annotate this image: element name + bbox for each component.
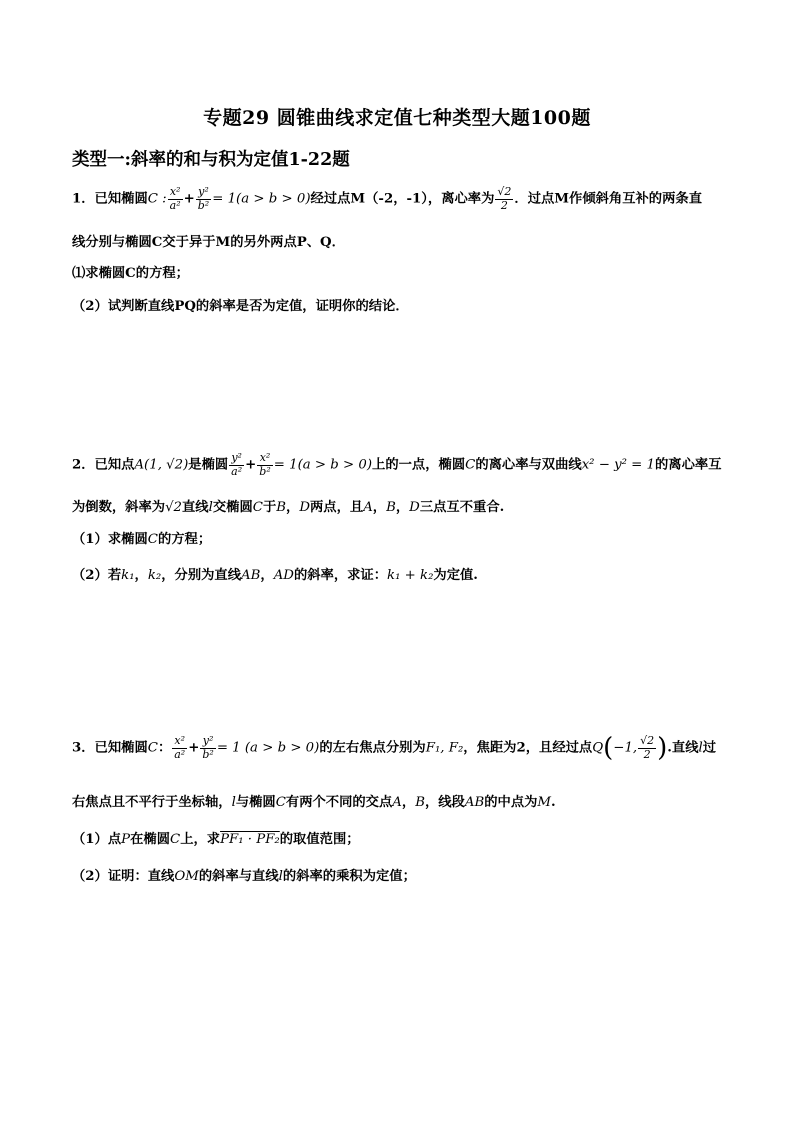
q2-tail: 的离心率互: [655, 457, 722, 473]
q1-frac-x: $\frac{\text{x²}}{\text{a²}}$: [169, 185, 181, 212]
q2-eq-rhs: = 1(a > b > 0): [273, 457, 373, 473]
q1-lead: 1．已知椭圆: [72, 191, 148, 207]
q2-line-2: 为倒数，斜率为√2直线l交椭圆C于B，D两点，且A，B，D三点互不重合.: [72, 500, 505, 515]
q1-line-2: 线分别与椭圆C交于异于M的另外两点P、Q．: [72, 235, 345, 250]
q1-part-2: （2）试判断直线PQ的斜率是否为定值，证明你的结论．: [72, 299, 409, 314]
q3-frac-x: $\frac{\text{x²}}{\text{a²}}$: [174, 734, 186, 761]
q1-frac-y: $\frac{\text{y²}}{\text{b²}}$: [197, 185, 210, 212]
q3-line-1: 3．已知椭圆C： $\frac{\text{x²}}{\text{a²}}$ + $\frac{\text{y²}}{\text{b²}}$ = 1 (a > b > 0)的左右焦点分别为F₁, F₂，焦距为2，且经过点Q(−1, $\frac{√2}{2}$ ).直线l过: [72, 733, 717, 764]
q3-line-2: 右焦点且不平行于坐标轴，l与椭圆C有两个不同的交点A，B，线段AB的中点为M.: [72, 795, 556, 810]
q3-frac-q: $\frac{√2}{2}$: [640, 734, 655, 761]
q2-c: C: [465, 457, 476, 473]
q3-frac-y: $\frac{\text{y²}}{\text{b²}}$: [202, 734, 214, 761]
q1-eq-rhs: = 1(a > b > 0): [212, 191, 311, 207]
q2-lead: 2．已知点: [72, 457, 135, 473]
q1-frac-ecc: $\frac{√2}{2}$: [497, 185, 512, 212]
q2-frac-y: $\frac{\text{y²}}{\text{a²}}$: [231, 451, 243, 478]
q2-part-1: （1）求椭圆C的方程；: [72, 532, 212, 547]
q1-mid: 经过点M（-2，-1），离心率为: [310, 191, 495, 207]
q1-line-1: 1．已知椭圆C : $\frac{\text{x²}}{\text{a²}}$ + $\frac{\text{y²}}{\text{b²}}$ = 1(a > b > 0)经过点M（-2，-1），离心率为 $\frac{√2}{2}$ ．过点M作倾斜角互补的两条直: [72, 185, 702, 212]
q1-tail: ．过点M作倾斜角互补的两条直: [514, 191, 702, 207]
q1-part-1: ⑴求椭圆C的方程；: [72, 266, 189, 281]
q2-point-a: A(1, √2): [134, 457, 189, 473]
q2-frac-x: $\frac{\text{x²}}{\text{b²}}$: [259, 451, 271, 478]
q3-part-1: （1）点P在椭圆C上，求PF₁ · PF₂的取值范围；: [72, 832, 360, 847]
q2-line-1: 2．已知点A(1, √2)是椭圆 $\frac{\text{y²}}{\text{a²}}$ + $\frac{\text{x²}}{\text{b²}}$ = 1(a > b > 0)上的一点，椭圆C的离心率与双曲线x² − y² = 1的离心率互: [72, 451, 722, 478]
q1-eq-c: C :: [147, 191, 167, 207]
q2-mid: 上的一点，椭圆: [372, 457, 466, 473]
q2-mid2: 的离心率与双曲线: [475, 457, 582, 473]
page-title: 专题29 圆锥曲线求定值七种类型大题100题: [203, 107, 591, 129]
q2-hyperbola: x² − y² = 1: [581, 457, 656, 473]
q2-part-2: （2）若k₁，k₂，分别为直线AB，AD的斜率，求证：k₁ + k₂为定值.: [72, 568, 478, 583]
section-title: 类型一:斜率的和与积为定值1-22题: [72, 150, 350, 170]
q2-is-on: 是椭圆: [188, 457, 229, 473]
q3-part-2: （2）证明：直线OM的斜率与直线l的斜率的乘积为定值；: [72, 869, 416, 884]
